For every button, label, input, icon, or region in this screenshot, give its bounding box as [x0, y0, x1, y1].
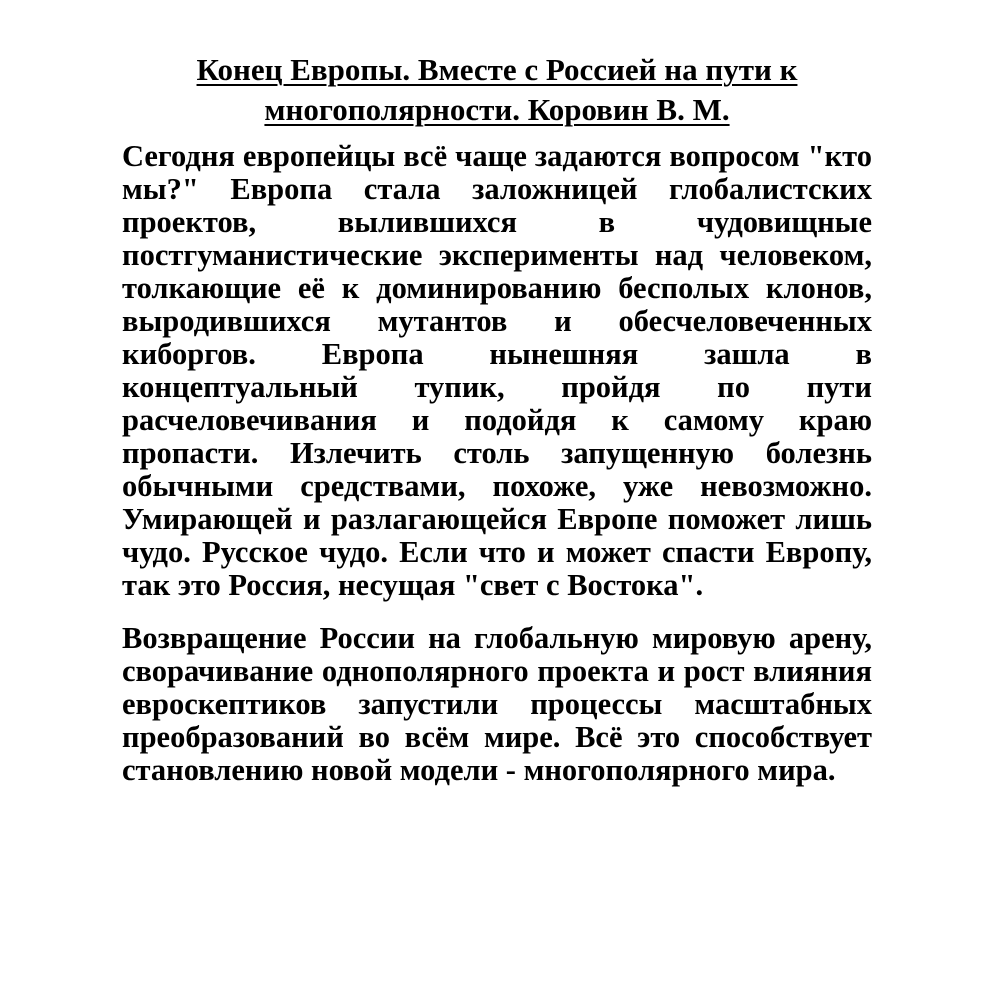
title-line-2: многополярности. Коровин В. М. [264, 92, 730, 127]
paragraph-1: Сегодня европейцы всё чаще задаются вопросом "кто мы?" Европа стала заложницей глобалистских проектов, вылившихся в чудовищные постгуманистические эксперименты над человеком, толкающие её к доминированию бесполых клонов, выродившихся мутантов и обесчеловеченных киборгов. Европа нынешняя зашла в концептуальный тупик, пройдя по пути расчеловечивания и подойдя к самому краю пропасти. Излечить столь запущенную болезнь обычными средствами, похоже, уже невозможно. Умирающей и разлагающейся Европе поможет лишь чудо. Русское чудо. Если что и может спасти Европу, так это Россия, несущая "свет с Востока". [122, 139, 872, 602]
document-title [122, 50, 872, 130]
title-line-1: Конец Европы. Вместе с Россией на пути к [196, 52, 798, 87]
paragraph-2: Возвращение России на глобальную мировую арену, сворачивание однополярного проекта и рост влияния евроскептиков запустили процессы масштабных преобразований во всём мире. Всё это способствует становлению новой модели - многополярного мира. [122, 621, 872, 787]
